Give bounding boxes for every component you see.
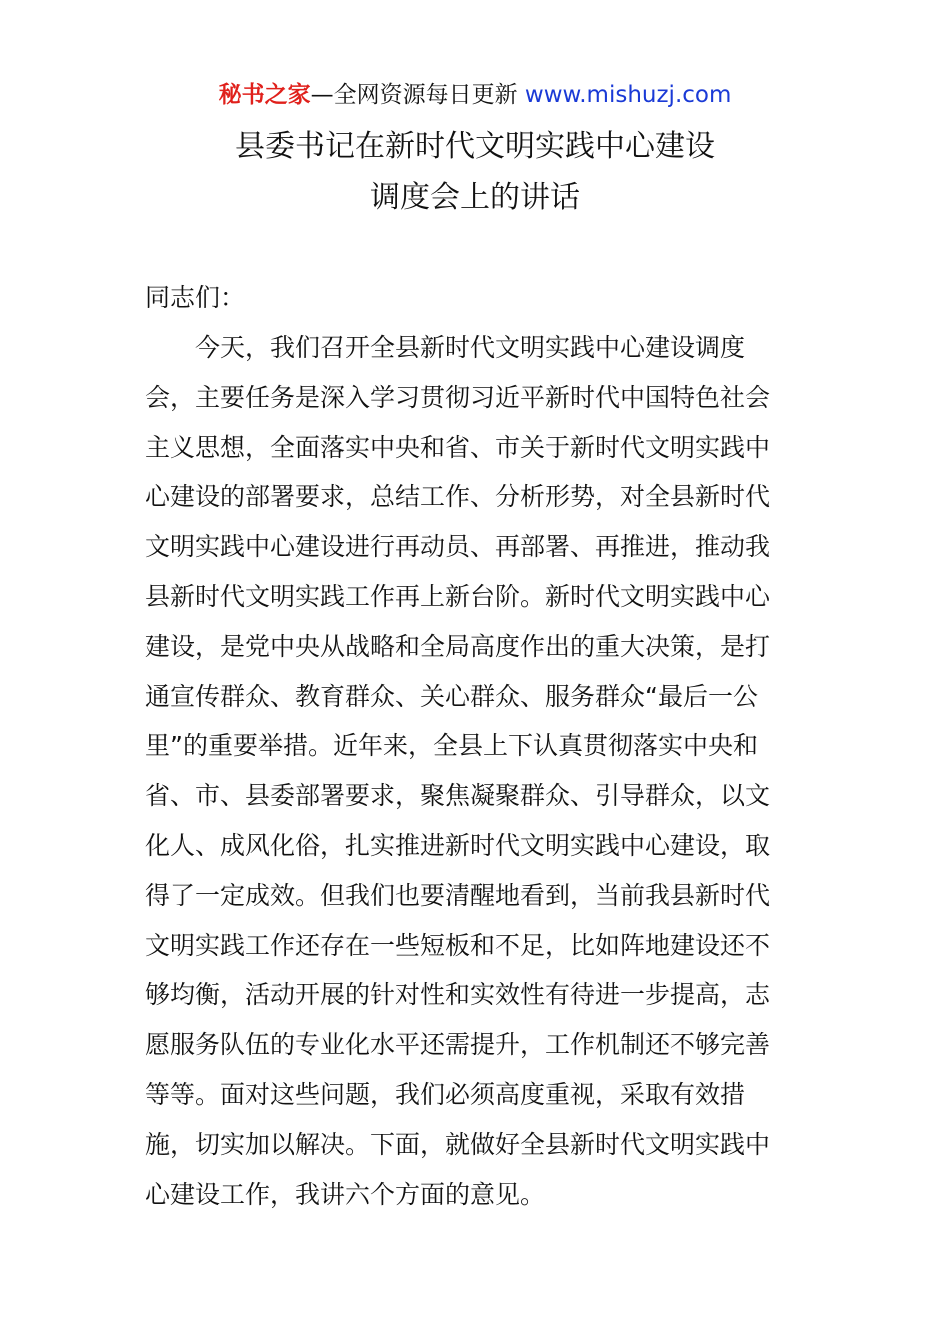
body-line: 里”的重要举措。近年来，全县上下认真贯彻落实中央和	[145, 731, 758, 761]
body-line: 得了一定成效。但我们也要清醒地看到，当前我县新时代	[145, 880, 771, 910]
body-line: 够均衡，活动开展的针对性和实效性有待进一步提高，志	[145, 980, 771, 1010]
site-name: 秘书之家	[218, 82, 311, 108]
body-line: 县新时代文明实践工作再上新台阶。新时代文明实践中心	[145, 581, 771, 611]
document-title-line-1: 县委书记在新时代文明实践中心建设	[235, 129, 715, 164]
body-line: 会，主要任务是深入学习贯彻习近平新时代中国特色社会	[145, 382, 771, 412]
salutation: 同志们：	[145, 283, 246, 312]
body-line: 愿服务队伍的专业化水平还需提升，工作机制还不够完善	[145, 1030, 771, 1060]
body-paragraph	[145, 328, 825, 1224]
body-line: 施，切实加以解决。下面，就做好全县新时代文明实践中	[145, 1129, 771, 1159]
body-line: 通宣传群众、教育群众、关心群众、服务群众“最后一公	[145, 681, 758, 711]
document-title-line-2: 调度会上的讲话	[370, 180, 580, 215]
body-line: 文明实践工作还存在一些短板和不足，比如阵地建设还不	[145, 930, 771, 960]
body-line: 主义思想，全面落实中央和省、市关于新时代文明实践中	[145, 432, 771, 462]
site-url-link[interactable]: www.mishuzj.com	[524, 82, 732, 108]
body-line: 心建设工作，我讲六个方面的意见。	[145, 1179, 546, 1209]
body-line: 心建设的部署要求，总结工作、分析形势，对全县新时代	[145, 482, 771, 512]
site-header	[0, 78, 950, 112]
body-line: 等等。面对这些问题，我们必须高度重视，采取有效措	[145, 1079, 746, 1109]
body-line: 化人、成风化俗，扎实推进新时代文明实践中心建设，取	[145, 830, 771, 860]
body-line: 今天，我们召开全县新时代文明实践中心建设调度	[195, 333, 746, 362]
body-line: 建设，是党中央从战略和全局高度作出的重大决策，是打	[145, 631, 771, 661]
body-line: 省、市、县委部署要求，聚焦凝聚群众、引导群众，以文	[145, 781, 771, 811]
body-line: 文明实践中心建设进行再动员、再部署、再推进，推动我	[145, 532, 771, 562]
site-tagline: —全网资源每日更新	[310, 82, 518, 108]
